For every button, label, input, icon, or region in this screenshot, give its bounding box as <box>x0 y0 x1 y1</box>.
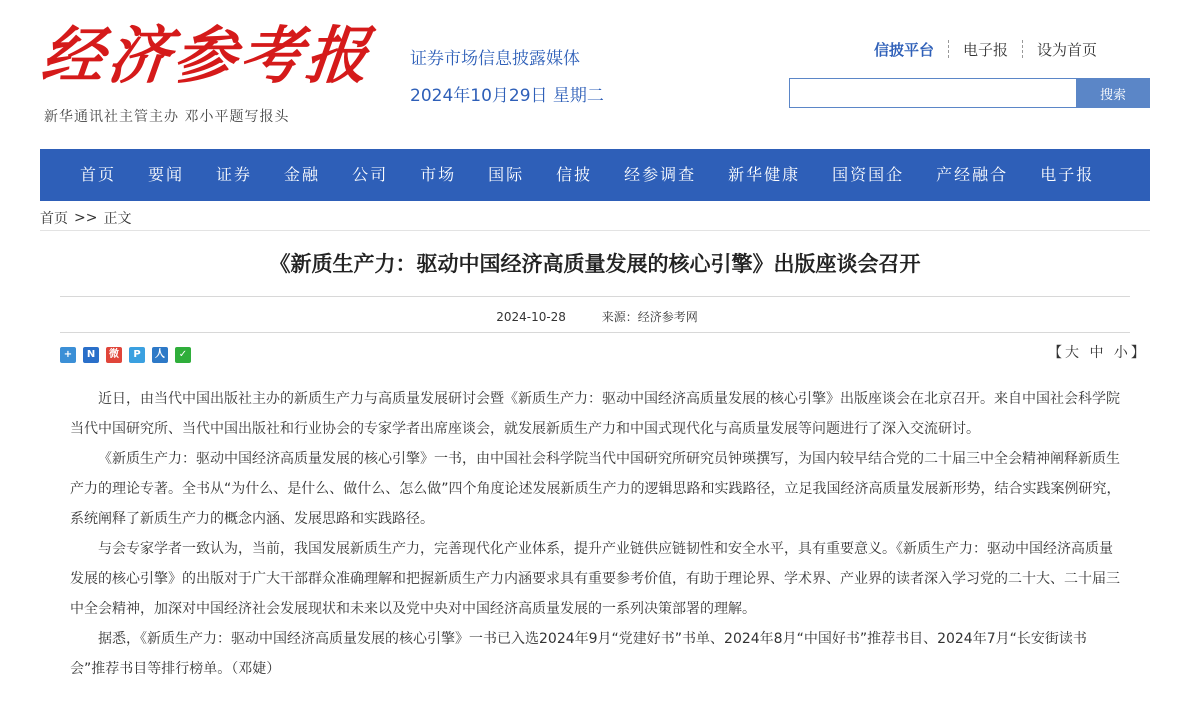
font-size-small[interactable]: 小 <box>1113 345 1129 361</box>
article-paragraph: 与会专家学者一致认为，当前，我国发展新质生产力，完善现代化产业体系，提升产业链供应链韧性和安全水平，具有重要意义。《新质生产力：驱动中国经济高质量发展的核心引擎》的出版对于广大干部群众准确理解和把握新质生产力内涵要求具有重要参考价值，有助于理论界、学术界、产业界的读者深入学习党的二十大、二十届三中全会精神，加深对中国经济社会发展现状和未来以及党中央对中国经济高质量发展的一系列决策部署的理解。 <box>70 541 1120 617</box>
article-title: 《新质生产力：驱动中国经济高质量发展的核心引擎》出版座谈会召开 <box>269 252 921 276</box>
bracket-close: 】 <box>1130 345 1146 361</box>
article-meta <box>0 308 1194 325</box>
article-paragraph: 据悉，《新质生产力：驱动中国经济高质量发展的核心引擎》一书已入选2024年9月“党建好书”书单、2024年8月“中国好书”推荐书目、2024年7月“长安街读书会”推荐书目等排行榜单。（邓婕） <box>70 631 1087 677</box>
breadcrumb <box>40 207 131 229</box>
nav-item-health[interactable]: 新华健康 <box>728 165 801 184</box>
set-homepage-link[interactable]: 设为首页 <box>1037 40 1098 59</box>
divider <box>40 230 1150 231</box>
site-logo[interactable] <box>38 14 376 106</box>
divider <box>60 296 1130 297</box>
breadcrumb-current: 正文 <box>103 211 132 227</box>
news-share-icon[interactable]: N <box>83 347 99 363</box>
share-bar <box>60 347 191 363</box>
breadcrumb-separator: >> <box>74 210 98 226</box>
article-paragraph: 近日，由当代中国出版社主办的新质生产力与高质量发展研讨会暨《新质生产力：驱动中国经济高质量发展的核心引擎》出版座谈会在北京召开。来自中国社会科学院当代中国研究所、当代中国出版社和行业协会的专家学者出席座谈会，就发展新质生产力和中国式现代化与高质量发展等问题进行了深入交流研讨。 <box>70 391 1120 437</box>
main-nav <box>40 149 1150 201</box>
search-button[interactable]: 搜索 <box>1076 78 1150 108</box>
top-links <box>866 38 1111 60</box>
site-slogan: 证券市场信息披露媒体 <box>410 49 580 69</box>
logo-text: 经济参考报 <box>38 19 376 92</box>
font-size-large[interactable]: 大 <box>1065 345 1080 361</box>
nav-item-international[interactable]: 国际 <box>488 165 525 184</box>
current-date: 2024年10月29日 星期二 <box>410 86 604 106</box>
plus-share-icon[interactable]: + <box>60 347 76 363</box>
circle-share-icon[interactable]: P <box>129 347 145 363</box>
nav-item-finance[interactable]: 金融 <box>284 165 321 184</box>
font-size-medium[interactable]: 中 <box>1089 345 1105 361</box>
nav-item-state-assets[interactable]: 国资国企 <box>832 165 905 184</box>
site-header <box>0 0 1194 148</box>
people-share-icon[interactable]: 人 <box>152 347 168 363</box>
bracket-open: 【 <box>1048 345 1063 361</box>
logo-subtitle: 新华通讯社主管主办 邓小平题写报头 <box>44 109 290 125</box>
nav-item-home[interactable]: 首页 <box>80 165 117 184</box>
nav-item-disclosure[interactable]: 信披 <box>556 165 593 184</box>
article-source: 来源：经济参考网 <box>601 310 698 324</box>
disclosure-platform-link[interactable]: 信披平台 <box>874 40 935 59</box>
divider <box>60 332 1130 333</box>
font-size-switcher <box>1048 342 1146 362</box>
nav-item-markets[interactable]: 市场 <box>420 165 457 184</box>
nav-item-epaper[interactable]: 电子报 <box>1040 165 1095 184</box>
article-paragraph: 《新质生产力：驱动中国经济高质量发展的核心引擎》一书，由中国社会科学院当代中国研究所研究员钟瑛撰写，为国内较早结合党的二十届三中全会精神阐释新质生产力的理论专著。全书从“为什么、是什么、做什么、怎么做”四个角度论述发展新质生产力的逻辑思路和实践路径，立足我国经济高质量发展新形势，结合实践案例研究，系统阐释了新质生产力的概念内涵、发展思路和实践路径。 <box>70 451 1121 527</box>
wechat-share-icon[interactable]: ✓ <box>175 347 191 363</box>
nav-item-industry[interactable]: 产经融合 <box>936 165 1009 184</box>
epaper-link[interactable]: 电子报 <box>963 40 1009 59</box>
nav-item-securities[interactable]: 证券 <box>216 165 253 184</box>
article-body <box>70 384 1122 684</box>
nav-item-headlines[interactable]: 要闻 <box>148 165 185 184</box>
article-date: 2024-10-28 <box>496 310 566 324</box>
weibo-share-icon[interactable]: 微 <box>106 347 122 363</box>
search-input[interactable] <box>789 78 1077 108</box>
nav-item-companies[interactable]: 公司 <box>352 165 389 184</box>
nav-item-survey[interactable]: 经参调查 <box>624 165 697 184</box>
breadcrumb-home[interactable]: 首页 <box>40 211 68 227</box>
